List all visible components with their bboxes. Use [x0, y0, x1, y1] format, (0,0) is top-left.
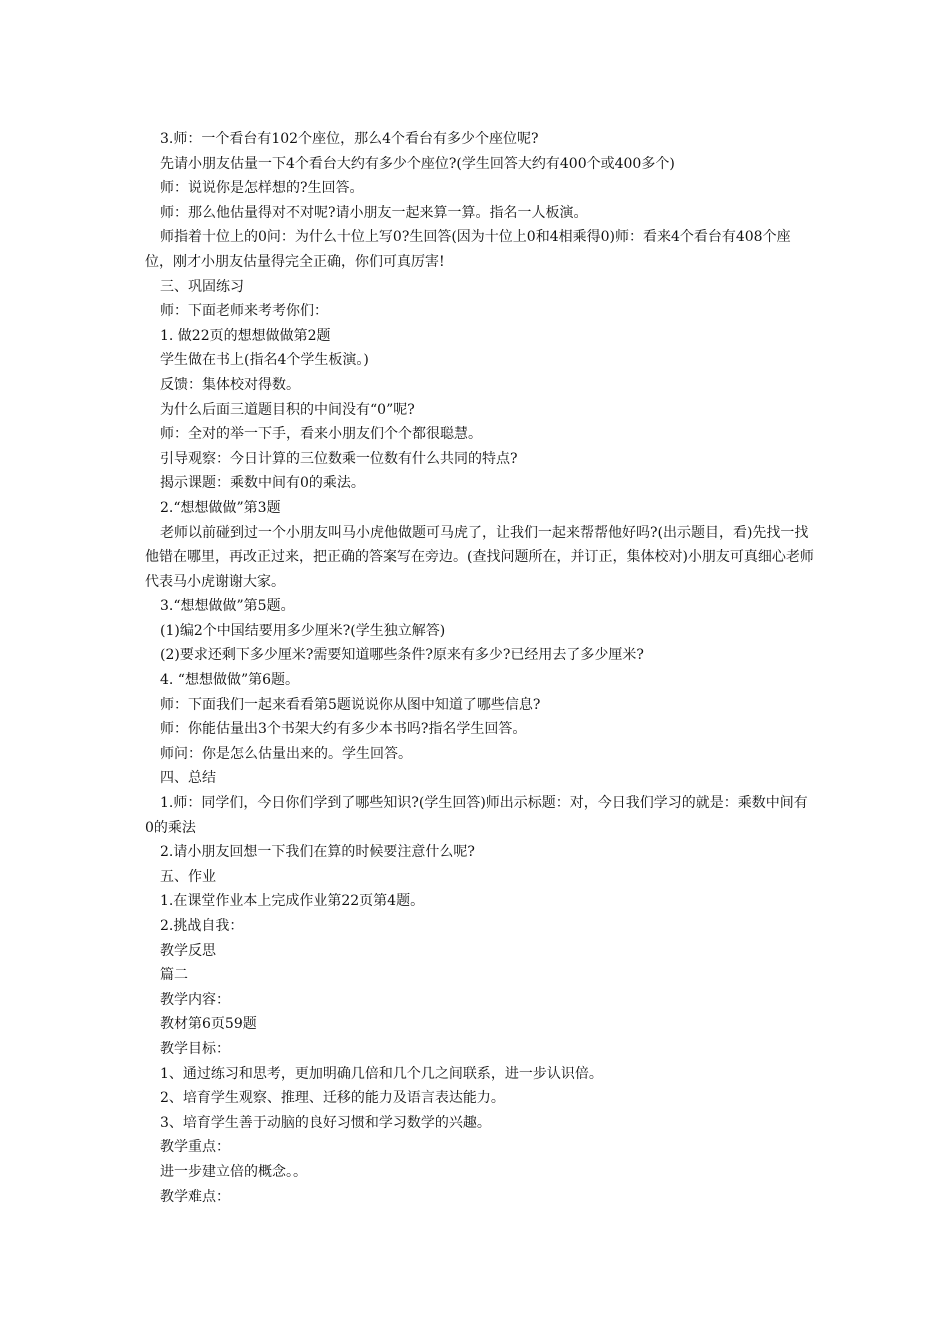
paragraph: 师：那么他估量得对不对呢?请小朋友一起来算一算。指名一人板演。	[160, 204, 588, 221]
paragraph: 引导观察：今日计算的三位数乘一位数有什么共同的特点?	[160, 450, 518, 467]
paragraph: 师问：你是怎么估量出来的。学生回答。	[160, 745, 412, 762]
section-heading: 四、总结	[160, 770, 216, 787]
paragraph: 师指着十位上的0问：为什么十位上写0?生回答(因为十位上0和4相乘得0)师：看来4个看台有408个座位，刚才小朋友估量得完全正确，你们可真厉害!	[145, 229, 791, 270]
paragraph: 老师以前碰到过一个小朋友叫马小虎他做题可马虎了，让我们一起来帮帮他好吗?(出示题目，看)先找一找他错在哪里，再改正过来，把正确的答案写在旁边。(查找问题所在，并订正，集体校对)小朋友可真细心老师代表马小虎谢谢大家。	[145, 524, 814, 590]
paragraph: 为什么后面三道题目积的中间没有“0”呢?	[160, 401, 415, 418]
paragraph: 学生做在书上(指名4个学生板演。)	[160, 352, 369, 369]
paragraph: 2、培育学生观察、推理、迁移的能力及语言表达能力。	[160, 1090, 505, 1107]
paragraph: 师：说说你是怎样想的?生回答。	[160, 180, 364, 197]
paragraph: 1、通过练习和思考，更加明确几倍和几个几之间联系，进一步认识倍。	[160, 1065, 603, 1082]
paragraph: (2)要求还剩下多少厘米?需要知道哪些条件?原来有多少?已经用去了多少厘米?	[160, 647, 644, 664]
paragraph: 教学反思	[160, 942, 216, 959]
paragraph: 教学内容：	[160, 991, 230, 1008]
paragraph: 1.在课堂作业本上完成作业第22页第4题。	[160, 893, 425, 910]
paragraph: 师：你能估量出3个书架大约有多少本书吗?指名学生回答。	[160, 721, 527, 738]
paragraph: 教学难点：	[160, 1188, 230, 1205]
paragraph: 3.师：一个看台有102个座位，那么4个看台有多少个座位呢?	[160, 131, 539, 147]
paragraph: 教学重点：	[160, 1139, 230, 1156]
paragraph: 4. “想想做做”第6题。	[160, 672, 300, 689]
paragraph: 2.挑战自我：	[160, 918, 244, 934]
paragraph: 2.请小朋友回想一下我们在算的时候要注意什么呢?	[160, 844, 475, 861]
paragraph: 进一步建立倍的概念。。	[160, 1163, 307, 1180]
paragraph: 3.“想想做做”第5题。	[160, 598, 295, 615]
section-heading: 篇二	[160, 967, 188, 984]
document-body	[145, 127, 815, 1209]
paragraph: 先请小朋友估量一下4个看台大约有多少个座位?(学生回答大约有400个或400多个)	[160, 155, 675, 172]
section-heading: 五、作业	[160, 868, 216, 885]
paragraph: 揭示课题：乘数中间有0的乘法。	[160, 475, 365, 492]
paragraph: 教材第6页59题	[160, 1016, 257, 1033]
paragraph: 3、培育学生善于动脑的良好习惯和学习数学的兴趣。	[160, 1114, 491, 1131]
paragraph: 2.“想想做做”第3题	[160, 499, 281, 516]
paragraph: 师：全对的举一下手，看来小朋友们个个都很聪慧。	[160, 426, 482, 443]
paragraph: 1.师：同学们，今日你们学到了哪些知识?(学生回答)师出示标题：对，今日我们学习的就是：乘数中间有0的乘法	[145, 795, 808, 836]
paragraph: 师：下面老师来考考你们：	[160, 303, 328, 320]
paragraph: 1. 做22页的想想做做第2题	[160, 327, 331, 344]
paragraph: (1)编2个中国结要用多少厘米?(学生独立解答)	[160, 622, 446, 639]
section-heading: 三、巩固练习	[160, 278, 244, 295]
paragraph: 师：下面我们一起来看看第5题说说你从图中知道了哪些信息?	[160, 696, 541, 713]
paragraph: 教学目标：	[160, 1040, 230, 1057]
paragraph: 反馈：集体校对得数。	[160, 376, 300, 393]
